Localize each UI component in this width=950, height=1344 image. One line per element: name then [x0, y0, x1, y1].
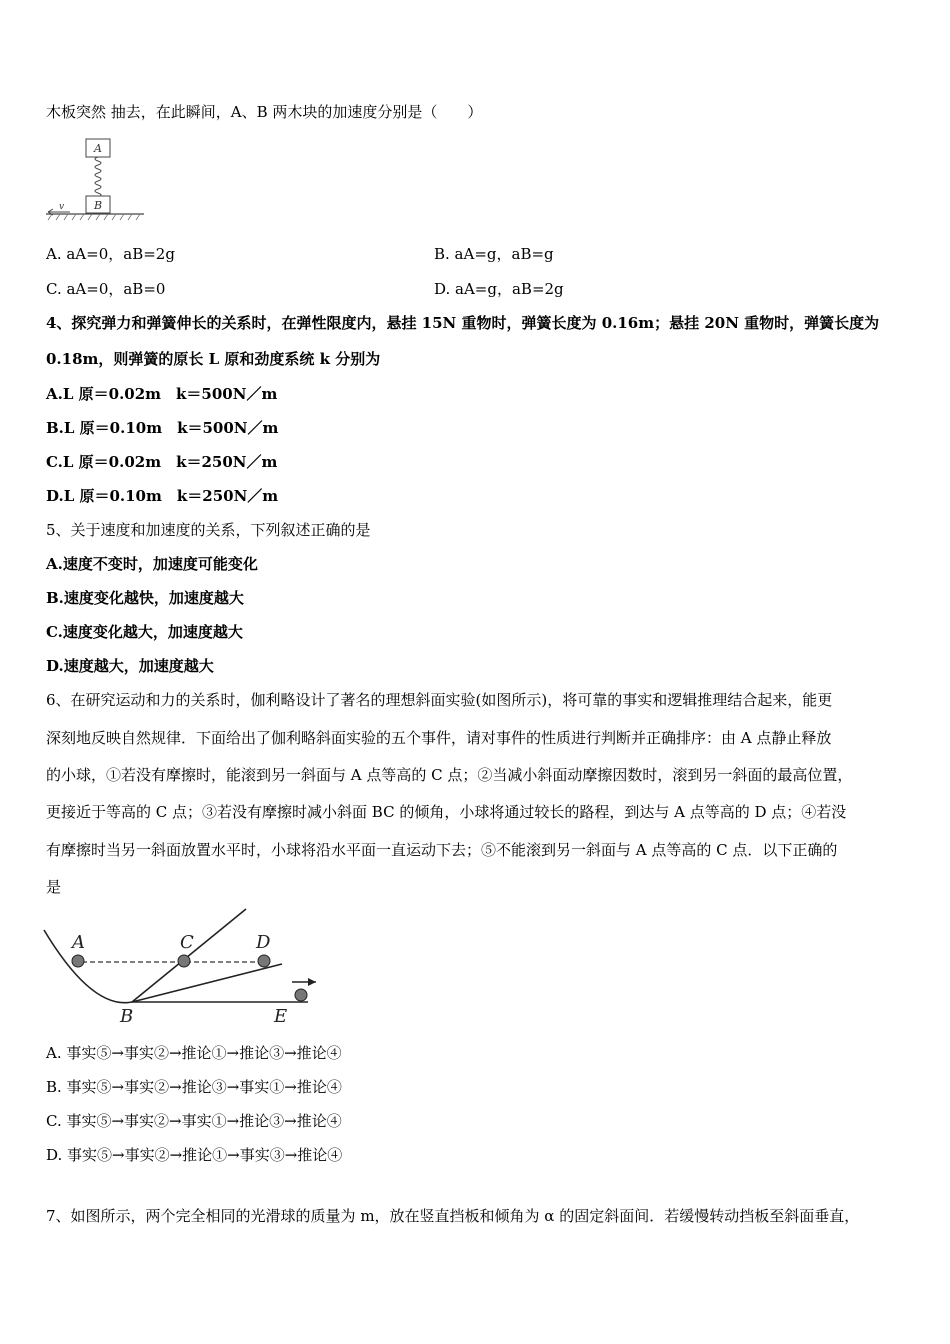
q6-option-b: B. 事实⑤→事实②→推论③→事实①→推论④: [46, 1078, 342, 1096]
q3-option-b: B. aA=g，aB=g: [434, 245, 554, 263]
q3-fig-label-a: A: [94, 142, 102, 155]
q3-stem: 木板突然 抽去，在此瞬间，A、B 两木块的加速度分别是（ ）: [46, 103, 483, 121]
q6-option-c: C. 事实⑤→事实②→事实①→推论③→推论④: [46, 1112, 342, 1130]
q3-fig-label-b: B: [93, 199, 103, 212]
q5-option-c: C.速度变化越大，加速度越大: [46, 623, 243, 641]
q5-option-d: D.速度越大，加速度越大: [46, 657, 214, 675]
q6-stem-line-5: 有摩擦时当另一斜面放置水平时，小球将沿水平面一直运动下去；⑤不能滚到另一斜面与 A 点等高的 C 点．以下正确的: [46, 841, 838, 859]
q6-fig-label-a: A: [72, 932, 85, 953]
q6-stem-line-3: 的小球，①若没有摩擦时，能滚到另一斜面与 A 点等高的 C 点；②当减小斜面动摩擦因数时，滚到另一斜面的最高位置，: [46, 766, 853, 784]
q3-option-c: C. aA=0，aB=0: [46, 280, 166, 298]
q6-option-d: D. 事实⑤→事实②→推论①→事实③→推论④: [46, 1146, 343, 1164]
q4-stem-line-2: 0.18m，则弹簧的原长 L 原和劲度系统 k 分别为: [46, 350, 381, 368]
q5-option-b: B.速度变化越快，加速度越大: [46, 589, 244, 607]
q4-option-c: C.L 原＝0.02m k＝250N／m: [46, 453, 278, 471]
q6-stem-line-6: 是: [46, 878, 62, 896]
q6-stem-line-1: 6、在研究运动和力的关系时，伽利略设计了著名的理想斜面实验(如图所示)，将可靠的事实和逻辑推理结合起来，能更: [46, 691, 833, 709]
q6-slope-figure: [40, 904, 330, 1028]
q4-option-d: D.L 原＝0.10m k＝250N／m: [46, 487, 279, 505]
q5-option-a: A.速度不变时，加速度可能变化: [46, 555, 258, 573]
q6-stem-line-2: 深刻地反映自然规律．下面给出了伽利略斜面实验的五个事件，请对事件的性质进行判断并正确排序：由 A 点静止释放: [46, 729, 832, 747]
q6-fig-label-b: B: [120, 1006, 134, 1027]
q3-option-d: D. aA=g，aB=2g: [434, 280, 564, 298]
q6-fig-label-e: E: [274, 1006, 288, 1027]
q4-option-a: A.L 原＝0.02m k＝500N／m: [46, 385, 278, 403]
q3-option-a: A. aA=0，aB=2g: [46, 245, 175, 263]
q5-stem: 5、关于速度和加速度的关系，下列叙述正确的是: [46, 521, 371, 539]
q4-stem-line-1: 4、探究弹力和弹簧伸长的关系时，在弹性限度内，悬挂 15N 重物时，弹簧长度为 0.16m；悬挂 20N 重物时，弹簧长度为: [46, 314, 880, 332]
q6-fig-label-d: D: [256, 932, 271, 953]
q3-fig-label-v: v: [59, 202, 65, 212]
q7-stem: 7、如图所示，两个完全相同的光滑球的质量为 m，放在竖直挡板和倾角为 α 的固定斜面间．若缓慢转动挡板至斜面垂直，: [46, 1207, 860, 1225]
q6-option-a: A. 事实⑤→事实②→推论①→推论③→推论④: [46, 1044, 342, 1062]
q4-option-b: B.L 原＝0.10m k＝500N／m: [46, 419, 279, 437]
q6-stem-line-4: 更接近于等高的 C 点；③若没有摩擦时减小斜面 BC 的倾角，小球将通过较长的路程，到达与 A 点等高的 D 点；④若没: [46, 803, 847, 821]
q6-fig-label-c: C: [180, 932, 194, 953]
q3-spring-figure: [44, 136, 148, 226]
